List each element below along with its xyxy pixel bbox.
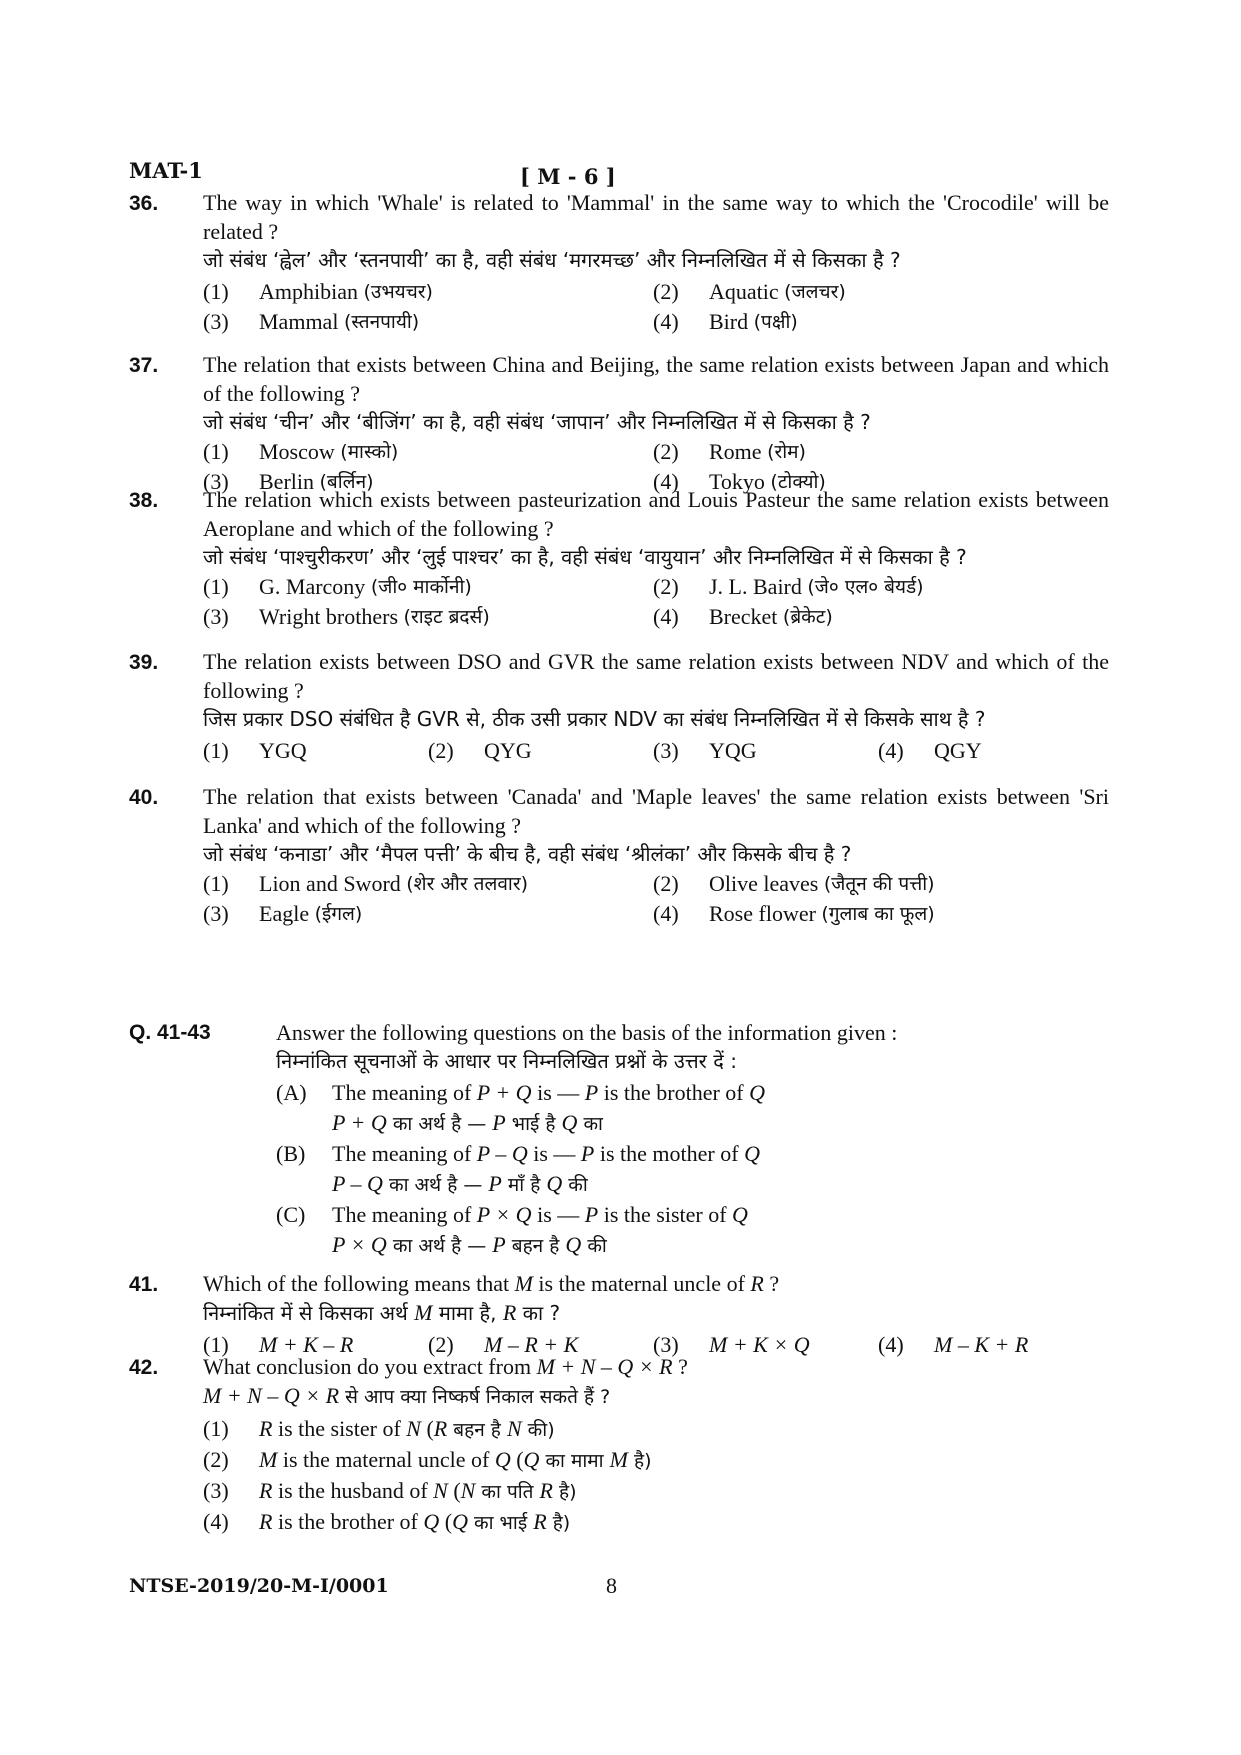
option-4[interactable]: (4) Bird (पक्षी): [653, 309, 798, 334]
option-4[interactable]: (4) Tokyo (टोक्यो): [653, 469, 826, 494]
question-text-en: The relation that exists between 'Canada' and 'Maple leaves' the same relation exists between 'Sri Lanka' and which of the following ?: [203, 784, 1109, 838]
option-3[interactable]: (3) YQG: [653, 738, 757, 763]
question-number: 42.: [129, 1356, 159, 1379]
option-2[interactable]: (2) Rome (रोम): [653, 439, 806, 464]
definition-a: (A) The meaning of P + Q is — P is the brother of Q P + Q का अर्थ है — P भाई है Q का: [276, 1080, 766, 1135]
option-1[interactable]: (1) YGQ: [203, 738, 307, 763]
option-2[interactable]: (2) J. L. Baird (जे० एल० बेयर्ड): [653, 574, 924, 599]
option-1[interactable]: (1) Moscow (मास्को): [203, 439, 399, 464]
question-number: 39.: [129, 651, 159, 674]
option-2[interactable]: (2) QYG: [428, 738, 532, 763]
question-text-hi: M + N – Q × R से आप क्या निष्कर्ष निकाल सकते हैं ?: [203, 1383, 611, 1408]
question-41: [129, 1269, 1109, 1360]
question-text-en: The relation which exists between pasteurization and Louis Pasteur the same relation exists between Aeroplane and which of the following ?: [203, 487, 1109, 541]
question-37: [129, 350, 1109, 497]
option-1[interactable]: (1) R is the sister of N (R बहन है N की): [203, 1416, 555, 1441]
option-3[interactable]: (3) R is the husband of N (N का पति R है): [203, 1478, 577, 1503]
set-code: [ M - 6 ]: [520, 164, 616, 189]
option-1[interactable]: (1) G. Marcony (जी० मार्कोनी): [203, 574, 472, 599]
option-4[interactable]: (4) Rose flower (गुलाब का फूल): [653, 901, 935, 926]
option-3[interactable]: (3) Wright brothers (राइट ब्रदर्स): [203, 604, 490, 629]
option-3[interactable]: (3) Eagle (ईगल): [203, 901, 363, 926]
option-2[interactable]: (2) M – R + K: [428, 1332, 579, 1357]
option-3[interactable]: (3) Mammal (स्तनपायी): [203, 309, 420, 334]
question-text-en: What conclusion do you extract from M + N – Q × R ?: [203, 1354, 688, 1379]
option-2[interactable]: (2) Olive leaves (जैतून की पत्ती): [653, 871, 935, 896]
option-2[interactable]: (2) Aquatic (जलचर): [653, 279, 846, 304]
question-text-en: The way in which 'Whale' is related to 'Mammal' in the same way to which the 'Crocodile' will be related ?: [203, 190, 1109, 244]
question-40: [129, 782, 1109, 929]
question-42: [129, 1352, 1109, 1538]
group-instruction-hi: निम्नांकित सूचनाओं के आधार पर निम्नलिखित प्रश्नों के उत्तर दें :: [276, 1049, 737, 1073]
question-text-hi: जिस प्रकार DSO संबंधित है GVR से, ठीक उसी प्रकार NDV का संबंध निम्नलिखित में से किसके साथ है ?: [203, 707, 986, 731]
question-text-hi: निम्नांकित में से किसका अर्थ M मामा है, R का ?: [203, 1300, 561, 1325]
question-text-hi: जो संबंध ‘कनाडा’ और ‘मैपल पत्ती’ के बीच है, वही संबंध ‘श्रीलंका’ और किसके बीच है ?: [203, 842, 852, 866]
group-instruction-en: Answer the following questions on the basis of the information given :: [276, 1020, 898, 1045]
option-4[interactable]: (4) Brecket (ब्रेकेट): [653, 604, 833, 629]
question-text-en: The relation that exists between China and Beijing, the same relation exists between Japan and which of the following ?: [203, 352, 1109, 406]
option-1[interactable]: (1) M + K – R: [203, 1332, 354, 1357]
definition-b: (B) The meaning of P – Q is — P is the mother of Q P – Q का अर्थ है — P माँ है Q की: [276, 1141, 760, 1196]
option-2[interactable]: (2) M is the maternal uncle of Q (Q का मामा M है): [203, 1447, 652, 1472]
question-text-hi: जो संबंध ‘चीन’ और ‘बीजिंग’ का है, वही संबंध ‘जापान’ और निम्नलिखित में से किसका है ?: [203, 410, 871, 434]
paper-code: MAT-1: [129, 158, 203, 183]
page-number: 8: [606, 1573, 617, 1598]
question-number: 40.: [129, 786, 159, 809]
question-36: [129, 188, 1109, 337]
question-38: [129, 485, 1109, 632]
question-39: [129, 647, 1109, 766]
question-number: 41.: [129, 1273, 159, 1296]
option-4[interactable]: (4) QGY: [878, 738, 982, 763]
question-group-41-43: [129, 1018, 1109, 1261]
question-number: 36.: [129, 192, 159, 215]
question-text-hi: जो संबंध ‘पाश्चुरीकरण’ और ‘लुई पाश्चर’ का है, वही संबंध ‘वायुयान’ और निम्नलिखित में से किसका है ?: [203, 545, 967, 569]
option-3[interactable]: (3) Berlin (बर्लिन): [203, 469, 374, 494]
definition-c: (C) The meaning of P × Q is — P is the sister of Q P × Q का अर्थ है — P बहन है Q की: [276, 1202, 748, 1257]
question-text-en: The relation exists between DSO and GVR the same relation exists between NDV and which of the following ?: [203, 649, 1109, 703]
option-3[interactable]: (3) M + K × Q: [653, 1332, 810, 1357]
group-label: Q. 41-43: [129, 1021, 211, 1044]
footer-code: NTSE-2019/20-M-I/0001: [129, 1575, 389, 1597]
question-text-hi: जो संबंध ‘ह्वेल’ और ‘स्तनपायी’ का है, वही संबंध ‘मगरमच्छ’ और निम्नलिखित में से किसका है ?: [203, 248, 901, 272]
question-text-en: Which of the following means that M is the maternal uncle of R ?: [203, 1271, 780, 1296]
question-number: 38.: [129, 489, 159, 512]
option-4[interactable]: (4) R is the brother of Q (Q का भाई R है): [203, 1509, 571, 1534]
option-1[interactable]: (1) Lion and Sword (शेर और तलवार): [203, 871, 529, 896]
option-1[interactable]: (1) Amphibian (उभयचर): [203, 279, 433, 304]
option-4[interactable]: (4) M – K + R: [878, 1332, 1029, 1357]
question-number: 37.: [129, 354, 159, 377]
